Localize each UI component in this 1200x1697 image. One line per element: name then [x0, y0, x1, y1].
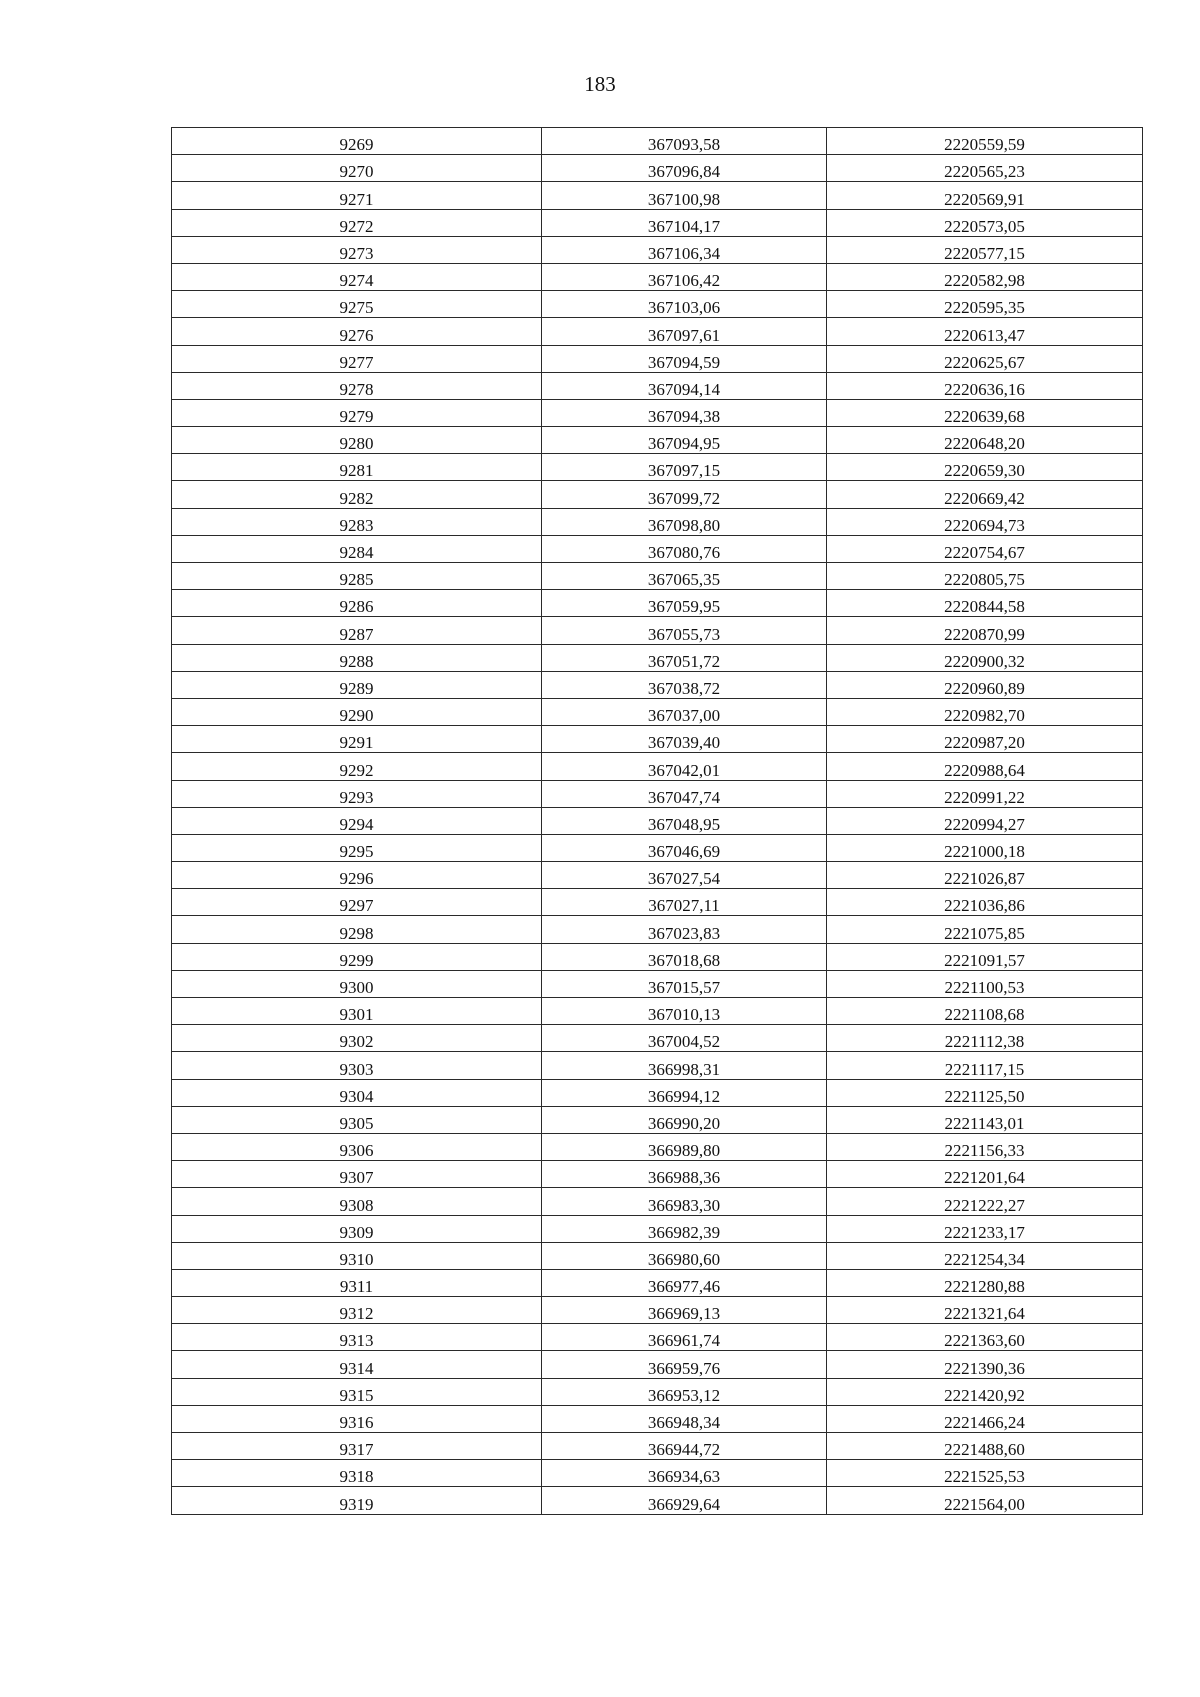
- coordinate-y-cell: 2220805,75: [827, 563, 1143, 590]
- point-number-cell: 9283: [172, 508, 542, 535]
- table-row: [172, 1025, 1143, 1052]
- table-row: [172, 345, 1143, 372]
- table-row: [172, 671, 1143, 698]
- table-row: [172, 1106, 1143, 1133]
- table-row: [172, 236, 1143, 263]
- coordinate-x-cell: 366980,60: [542, 1242, 827, 1269]
- coordinate-y-cell: 2220694,73: [827, 508, 1143, 535]
- table-row: [172, 372, 1143, 399]
- page-number: 183: [584, 72, 616, 96]
- point-number-cell: 9293: [172, 780, 542, 807]
- coordinate-x-cell: 366983,30: [542, 1188, 827, 1215]
- coordinate-y-cell: 2221201,64: [827, 1161, 1143, 1188]
- table-row: [172, 780, 1143, 807]
- coordinate-x-cell: 367046,69: [542, 834, 827, 861]
- point-number-cell: 9288: [172, 644, 542, 671]
- coordinate-y-cell: 2220994,27: [827, 807, 1143, 834]
- coordinate-y-cell: 2221254,34: [827, 1242, 1143, 1269]
- coordinate-y-cell: 2221420,92: [827, 1378, 1143, 1405]
- coordinate-x-cell: 367094,14: [542, 372, 827, 399]
- point-number-cell: 9280: [172, 427, 542, 454]
- coordinate-x-cell: 367023,83: [542, 916, 827, 943]
- point-number-cell: 9300: [172, 970, 542, 997]
- point-number-cell: 9298: [172, 916, 542, 943]
- point-number-cell: 9294: [172, 807, 542, 834]
- coordinate-y-cell: 2221390,36: [827, 1351, 1143, 1378]
- coordinate-y-cell: 2221075,85: [827, 916, 1143, 943]
- coordinate-x-cell: 367094,38: [542, 399, 827, 426]
- table-row: [172, 970, 1143, 997]
- coordinate-y-cell: 2221026,87: [827, 862, 1143, 889]
- point-number-cell: 9315: [172, 1378, 542, 1405]
- point-number-cell: 9312: [172, 1297, 542, 1324]
- table-row: [172, 291, 1143, 318]
- coordinate-y-cell: 2221117,15: [827, 1052, 1143, 1079]
- coordinate-x-cell: 366969,13: [542, 1297, 827, 1324]
- point-number-cell: 9289: [172, 671, 542, 698]
- coordinate-y-cell: 2221036,86: [827, 889, 1143, 916]
- point-number-cell: 9314: [172, 1351, 542, 1378]
- coordinate-y-cell: 2220582,98: [827, 263, 1143, 290]
- point-number-cell: 9277: [172, 345, 542, 372]
- point-number-cell: 9295: [172, 834, 542, 861]
- table-row: [172, 508, 1143, 535]
- coordinate-y-cell: 2221321,64: [827, 1297, 1143, 1324]
- coordinate-x-cell: 367093,58: [542, 128, 827, 155]
- coordinate-y-cell: 2220659,30: [827, 454, 1143, 481]
- point-number-cell: 9308: [172, 1188, 542, 1215]
- point-number-cell: 9297: [172, 889, 542, 916]
- point-number-cell: 9296: [172, 862, 542, 889]
- point-number-cell: 9290: [172, 698, 542, 725]
- point-number-cell: 9302: [172, 1025, 542, 1052]
- point-number-cell: 9286: [172, 590, 542, 617]
- table-row: [172, 1242, 1143, 1269]
- coordinate-y-cell: 2220595,35: [827, 291, 1143, 318]
- point-number-cell: 9316: [172, 1405, 542, 1432]
- table-row: [172, 943, 1143, 970]
- table-row: [172, 1215, 1143, 1242]
- point-number-cell: 9284: [172, 535, 542, 562]
- coordinate-x-cell: 367037,00: [542, 698, 827, 725]
- table-row: [172, 998, 1143, 1025]
- coordinate-y-cell: 2220960,89: [827, 671, 1143, 698]
- coordinate-y-cell: 2220559,59: [827, 128, 1143, 155]
- coordinate-x-cell: 367106,34: [542, 236, 827, 263]
- coordinate-x-cell: 366953,12: [542, 1378, 827, 1405]
- point-number-cell: 9313: [172, 1324, 542, 1351]
- point-number-cell: 9299: [172, 943, 542, 970]
- coordinate-x-cell: 367065,35: [542, 563, 827, 590]
- point-number-cell: 9278: [172, 372, 542, 399]
- table-row: [172, 1079, 1143, 1106]
- table-row: [172, 481, 1143, 508]
- table-row: [172, 1460, 1143, 1487]
- table-row: [172, 318, 1143, 345]
- coordinate-x-cell: 367097,15: [542, 454, 827, 481]
- coordinate-x-cell: 367096,84: [542, 155, 827, 182]
- table-row: [172, 128, 1143, 155]
- table-row: [172, 454, 1143, 481]
- coordinate-x-cell: 367018,68: [542, 943, 827, 970]
- table-row: [172, 1324, 1143, 1351]
- table-body: [172, 128, 1143, 1515]
- coordinate-x-cell: 367080,76: [542, 535, 827, 562]
- coordinate-y-cell: 2221564,00: [827, 1487, 1143, 1514]
- table-row: [172, 698, 1143, 725]
- table-row: [172, 807, 1143, 834]
- coordinate-y-cell: 2221222,27: [827, 1188, 1143, 1215]
- coordinate-x-cell: 367027,54: [542, 862, 827, 889]
- coordinate-y-cell: 2220988,64: [827, 753, 1143, 780]
- coordinate-x-cell: 366948,34: [542, 1405, 827, 1432]
- coordinate-x-cell: 367098,80: [542, 508, 827, 535]
- coordinate-y-cell: 2220577,15: [827, 236, 1143, 263]
- coordinate-x-cell: 366990,20: [542, 1106, 827, 1133]
- coordinate-y-cell: 2221363,60: [827, 1324, 1143, 1351]
- coordinate-x-cell: 367094,59: [542, 345, 827, 372]
- coordinate-y-cell: 2220844,58: [827, 590, 1143, 617]
- table-row: [172, 1297, 1143, 1324]
- coordinate-x-cell: 367015,57: [542, 970, 827, 997]
- table-row: [172, 916, 1143, 943]
- coordinate-y-cell: 2220982,70: [827, 698, 1143, 725]
- table-row: [172, 1433, 1143, 1460]
- point-number-cell: 9282: [172, 481, 542, 508]
- coordinate-x-cell: 367104,17: [542, 209, 827, 236]
- table-row: [172, 182, 1143, 209]
- coordinate-y-cell: 2221112,38: [827, 1025, 1143, 1052]
- coordinate-x-cell: 366944,72: [542, 1433, 827, 1460]
- coordinate-x-cell: 367027,11: [542, 889, 827, 916]
- table-row: [172, 889, 1143, 916]
- coordinate-x-cell: 367103,06: [542, 291, 827, 318]
- coordinate-x-cell: 367051,72: [542, 644, 827, 671]
- coordinate-y-cell: 2220870,99: [827, 617, 1143, 644]
- point-number-cell: 9301: [172, 998, 542, 1025]
- point-number-cell: 9274: [172, 263, 542, 290]
- coordinate-y-cell: 2221525,53: [827, 1460, 1143, 1487]
- coordinate-x-cell: 367099,72: [542, 481, 827, 508]
- table-row: [172, 1161, 1143, 1188]
- point-number-cell: 9276: [172, 318, 542, 345]
- coordinate-y-cell: 2220636,16: [827, 372, 1143, 399]
- coordinate-y-cell: 2220573,05: [827, 209, 1143, 236]
- point-number-cell: 9272: [172, 209, 542, 236]
- coordinate-x-cell: 367042,01: [542, 753, 827, 780]
- table-row: [172, 563, 1143, 590]
- point-number-cell: 9281: [172, 454, 542, 481]
- table-row: [172, 1405, 1143, 1432]
- coordinate-y-cell: 2220987,20: [827, 726, 1143, 753]
- point-number-cell: 9271: [172, 182, 542, 209]
- coordinate-y-cell: 2221488,60: [827, 1433, 1143, 1460]
- coordinate-y-cell: 2221233,17: [827, 1215, 1143, 1242]
- point-number-cell: 9270: [172, 155, 542, 182]
- coordinate-x-cell: 366988,36: [542, 1161, 827, 1188]
- table-row: [172, 209, 1143, 236]
- coordinate-y-cell: 2221280,88: [827, 1269, 1143, 1296]
- table-row: [172, 399, 1143, 426]
- coordinate-y-cell: 2220754,67: [827, 535, 1143, 562]
- point-number-cell: 9306: [172, 1133, 542, 1160]
- coordinate-x-cell: 367039,40: [542, 726, 827, 753]
- coordinate-y-cell: 2221000,18: [827, 834, 1143, 861]
- coordinate-x-cell: 367100,98: [542, 182, 827, 209]
- point-number-cell: 9304: [172, 1079, 542, 1106]
- point-number-cell: 9319: [172, 1487, 542, 1514]
- table-row: [172, 617, 1143, 644]
- table-row: [172, 1487, 1143, 1514]
- point-number-cell: 9285: [172, 563, 542, 590]
- coordinate-y-cell: 2221108,68: [827, 998, 1143, 1025]
- coordinate-y-cell: 2220991,22: [827, 780, 1143, 807]
- point-number-cell: 9305: [172, 1106, 542, 1133]
- table-row: [172, 1269, 1143, 1296]
- coordinate-x-cell: 367004,52: [542, 1025, 827, 1052]
- point-number-cell: 9269: [172, 128, 542, 155]
- coordinate-x-cell: 366934,63: [542, 1460, 827, 1487]
- coordinate-y-cell: 2221143,01: [827, 1106, 1143, 1133]
- coordinate-y-cell: 2220648,20: [827, 427, 1143, 454]
- point-number-cell: 9310: [172, 1242, 542, 1269]
- table-row: [172, 726, 1143, 753]
- point-number-cell: 9307: [172, 1161, 542, 1188]
- coordinate-x-cell: 367055,73: [542, 617, 827, 644]
- coordinate-y-cell: 2221100,53: [827, 970, 1143, 997]
- table-row: [172, 1188, 1143, 1215]
- table-row: [172, 535, 1143, 562]
- coordinate-x-cell: 367048,95: [542, 807, 827, 834]
- coordinate-y-cell: 2220639,68: [827, 399, 1143, 426]
- table-row: [172, 427, 1143, 454]
- coordinate-y-cell: 2220565,23: [827, 155, 1143, 182]
- coordinate-x-cell: 367010,13: [542, 998, 827, 1025]
- table-row: [172, 263, 1143, 290]
- table-row: [172, 1378, 1143, 1405]
- coordinate-y-cell: 2220900,32: [827, 644, 1143, 671]
- table-row: [172, 753, 1143, 780]
- point-number-cell: 9309: [172, 1215, 542, 1242]
- coordinate-x-cell: 367059,95: [542, 590, 827, 617]
- coordinate-y-cell: 2220625,67: [827, 345, 1143, 372]
- point-number-cell: 9292: [172, 753, 542, 780]
- coordinate-x-cell: 366929,64: [542, 1487, 827, 1514]
- table-row: [172, 1351, 1143, 1378]
- coordinate-x-cell: 367097,61: [542, 318, 827, 345]
- point-number-cell: 9311: [172, 1269, 542, 1296]
- point-number-cell: 9291: [172, 726, 542, 753]
- point-number-cell: 9275: [172, 291, 542, 318]
- coordinate-x-cell: 367047,74: [542, 780, 827, 807]
- coordinate-y-cell: 2220569,91: [827, 182, 1143, 209]
- coordinate-x-cell: 366989,80: [542, 1133, 827, 1160]
- coordinate-y-cell: 2221125,50: [827, 1079, 1143, 1106]
- coordinate-y-cell: 2221091,57: [827, 943, 1143, 970]
- table-row: [172, 1052, 1143, 1079]
- coordinate-x-cell: 367038,72: [542, 671, 827, 698]
- point-number-cell: 9317: [172, 1433, 542, 1460]
- coordinate-y-cell: 2220669,42: [827, 481, 1143, 508]
- point-number-cell: 9273: [172, 236, 542, 263]
- table-row: [172, 590, 1143, 617]
- table-row: [172, 155, 1143, 182]
- coordinate-y-cell: 2220613,47: [827, 318, 1143, 345]
- coordinate-y-cell: 2221156,33: [827, 1133, 1143, 1160]
- coordinate-y-cell: 2221466,24: [827, 1405, 1143, 1432]
- coordinate-x-cell: 367094,95: [542, 427, 827, 454]
- coordinate-x-cell: 366994,12: [542, 1079, 827, 1106]
- coordinate-x-cell: 366998,31: [542, 1052, 827, 1079]
- coordinate-x-cell: 366961,74: [542, 1324, 827, 1351]
- coordinate-x-cell: 366959,76: [542, 1351, 827, 1378]
- table-row: [172, 862, 1143, 889]
- table-row: [172, 644, 1143, 671]
- table-row: [172, 834, 1143, 861]
- coordinates-table: [171, 127, 1143, 1515]
- coordinate-x-cell: 366977,46: [542, 1269, 827, 1296]
- coordinate-x-cell: 366982,39: [542, 1215, 827, 1242]
- table-row: [172, 1133, 1143, 1160]
- point-number-cell: 9279: [172, 399, 542, 426]
- point-number-cell: 9303: [172, 1052, 542, 1079]
- point-number-cell: 9318: [172, 1460, 542, 1487]
- point-number-cell: 9287: [172, 617, 542, 644]
- coordinate-x-cell: 367106,42: [542, 263, 827, 290]
